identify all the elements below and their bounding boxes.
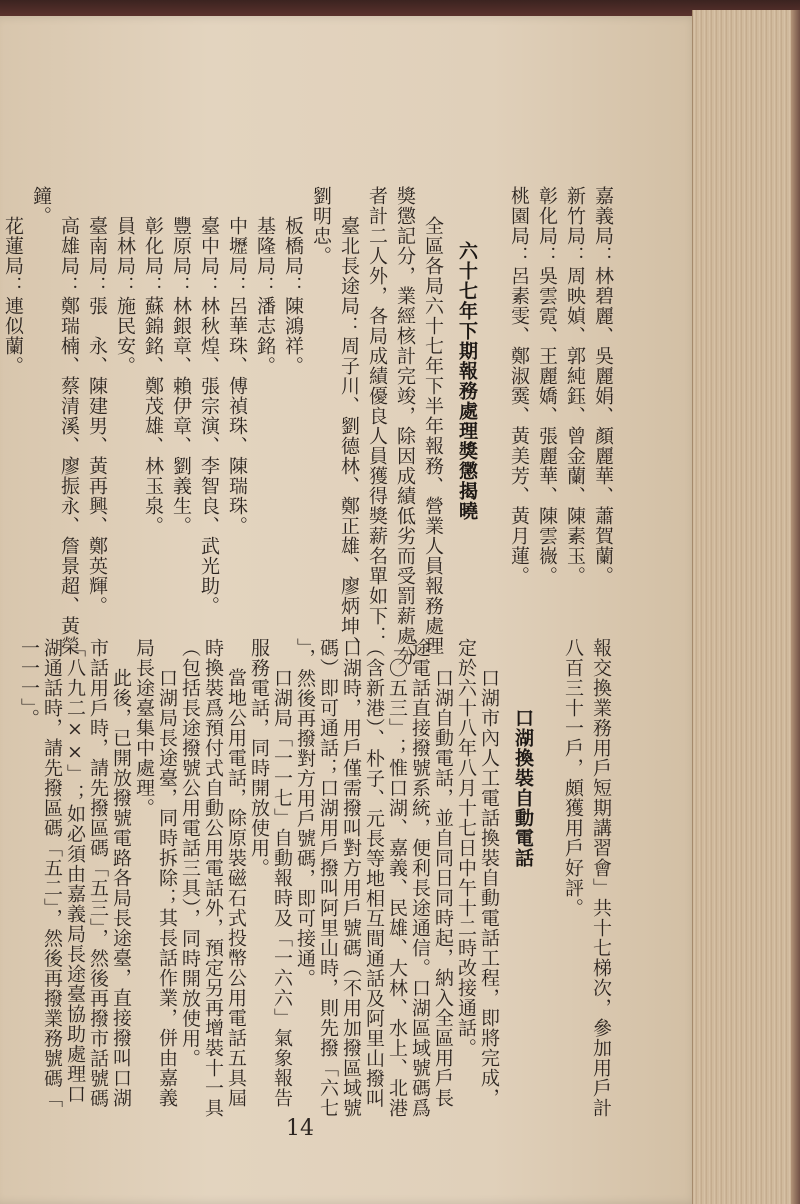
paragraph-line: 全區各局六十七年下半年報務、營業人員報務處理 — [422, 216, 444, 656]
paragraph-line: 「八九二××」；如必須由嘉義局長途臺協助處理口 — [64, 638, 86, 1104]
paragraph-line: 當地公用電話，除原裝磁石式投幣公用電話五具屆 — [225, 668, 247, 1108]
page-number: 14 — [286, 1116, 314, 1141]
paragraph-line: 臺南局：張 永、陳建男、黃再興、鄭英輝。 — [86, 216, 108, 616]
paragraph-line: 市話用戶時，請先撥區碼「五三」，然後再撥市話號碼 — [87, 638, 109, 1109]
paragraph-line: 板橋局：陳鴻祥。 — [282, 216, 304, 376]
paragraph-line: 彰化局：蘇錦銘、鄭茂雄、林玉泉。 — [142, 216, 164, 536]
paragraph-line: 報交換業務用戶短期講習會」共十七梯次，參加用戶計 — [590, 638, 612, 1118]
paragraph-line: 」，然後再撥對方用戶號碼，即可接通。 — [294, 638, 316, 989]
paragraph-line: 八百三十一戶，頗獲用戶好評。 — [562, 638, 584, 918]
paragraph-line: 服務電話，同時開放使用。 — [248, 638, 270, 878]
paragraph-line: 鐘。 — [30, 186, 52, 226]
open-book — [0, 10, 800, 1204]
paragraph-line: 基隆局：潘志銘。 — [254, 216, 276, 376]
office-list-line: 新竹局：周映媜、郭純鈺、曾金蘭、陳素玉。 — [564, 186, 586, 586]
paragraph-line: 花蓮局：連似蘭。 — [2, 216, 24, 376]
paragraph-line: 臺北長途局：周子川、劉德林、鄭正雄、廖炳坤、 — [338, 216, 360, 656]
section-heading: 口湖換裝自動電話 — [512, 708, 534, 868]
paragraph-line: 定於六十八年八月十七日中午十二時改接通話。 — [455, 638, 477, 1058]
paragraph-line: （包括長途撥號公用電話三具），同時開放使用。 — [179, 638, 201, 1069]
paragraph-line: 此後，已開放撥號電路各局長途臺，直接撥叫口湖 — [110, 668, 132, 1108]
paragraph-line: 中壢局：呂華珠、傅禎珠、陳瑞珠。 — [226, 216, 248, 536]
paragraph-line: 時換裝爲預付式自動公用電話外，預定另再增裝十一具 — [202, 638, 224, 1118]
paragraph-line: 口湖時，用戶僅需撥叫對方用戶號碼（不用加撥區域號 — [340, 638, 362, 1118]
paragraph-line: 口湖局長途臺，同時拆除；其長話作業，併由嘉義 — [156, 668, 178, 1108]
paragraph-line: 一一一」。 — [18, 638, 40, 729]
book-page — [0, 16, 700, 1204]
paragraph-line: 局長途臺集中處理。 — [133, 638, 155, 818]
paragraph-line: 獎懲記分，業經核計完竣，除因成績低劣而受罰薪處分 — [394, 186, 416, 666]
paragraph-line: 者計二人外，各局成績優良人員獲得獎薪名單如下： — [366, 186, 388, 646]
paragraph-line: 「〇五三」；惟口湖、嘉義、民雄、大林、水上、北港 — [386, 638, 408, 1118]
paragraph-line: 員林局：施民安。 — [114, 216, 136, 376]
paragraph-line: 臺中局：林秋煌、張宗演、李智良、武光助。 — [198, 216, 220, 616]
section-heading: 六十七年下期報務處理獎懲揭曉 — [456, 241, 478, 521]
office-list-line: 嘉義局：林碧麗、吳麗娟、顏麗華、蕭賀蘭。 — [592, 186, 614, 586]
paragraph-line: 豐原局：林銀章、賴伊章、劉義生。 — [170, 216, 192, 536]
paragraph-line: 口湖自動電話，並自同日同時起，納入全區用戶長 — [432, 668, 454, 1108]
paragraph-line: 碼）即可通話；口湖用戶撥叫阿里山時，則先撥「六七 — [317, 638, 339, 1118]
page-stack-edge — [692, 10, 800, 1204]
paragraph-line: （含新港）、朴子、元長等地相互間通話及阿里山撥叫 — [363, 638, 385, 1109]
paragraph-line: 途電話直接撥號系統，便利長途通信。口湖區域號碼爲 — [409, 638, 431, 1118]
paragraph-line: 高雄局：鄭瑞楠、蔡清溪、廖振永、詹景超、黃榮 — [58, 216, 80, 656]
paragraph-line: 口湖局「一一七」自動報時及「一六六」氣象報告 — [271, 668, 293, 1108]
paragraph-line: 湖通話時，請先撥區碼「五二」，然後再撥業務號碼「 — [41, 638, 63, 1109]
office-list-line: 彰化局：吳雲霓、王麗嬌、張麗華、陳雲嶶。 — [536, 186, 558, 586]
paragraph-line: 劉明忠。 — [310, 186, 332, 266]
paragraph-line: 口湖市內人工電話換裝自動電話工程，即將完成， — [478, 668, 500, 1108]
office-list-line: 桃園局：呂素雯、鄭淑霙、黃美芳、黃月蓮。 — [508, 186, 530, 586]
